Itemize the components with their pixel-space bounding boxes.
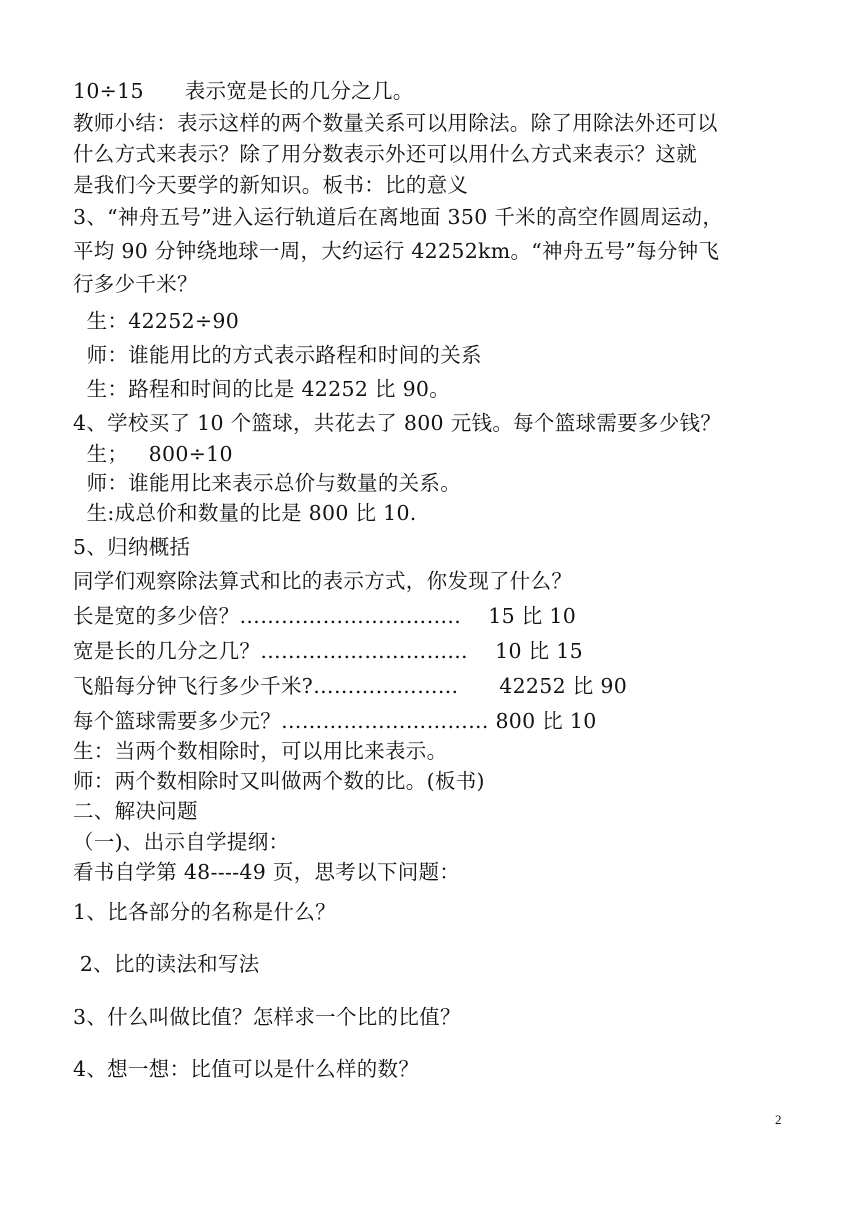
- text-line: 5、归纳概括: [73, 535, 191, 559]
- text-line: 平均 90 分钟绕地球一周，大约运行 42252km。“神舟五号”每分钟飞: [73, 239, 720, 263]
- text-line: 教师小结：表示这样的两个数量关系可以用除法。除了用除法外还可以: [73, 111, 718, 135]
- page-number: 2: [775, 1112, 782, 1127]
- text-line: 生：当两个数相除时，可以用比来表示。: [73, 739, 448, 763]
- text-line: 师：两个数相除时又叫做两个数的比。(板书): [73, 769, 485, 793]
- text-line: 什么方式来表示？除了用分数表示外还可以用什么方式来表示？这就: [73, 142, 697, 166]
- text-line: 4、学校买了 10 个篮球，共花去了 800 元钱。每个篮球需要多少钱？: [73, 411, 722, 435]
- text-line: 4、想一想：比值可以是什么样的数？: [73, 1057, 420, 1081]
- text-line: 2、比的读法和写法: [73, 952, 260, 976]
- text-line: 师：谁能用比来表示总价与数量的关系。: [73, 471, 462, 495]
- text-line: 二、解决问题: [73, 799, 198, 823]
- text-line: 生：路程和时间的比是 42252 比 90。: [73, 377, 451, 401]
- text-line: 看书自学第 48----49 页，思考以下问题：: [73, 860, 461, 884]
- text-line: 生； 800÷10: [73, 442, 233, 466]
- text-line: 生：42252÷90: [73, 309, 240, 333]
- text-line: 10÷15 表示宽是长的几分之几。: [73, 79, 414, 103]
- text-line: 行多少千米？: [73, 272, 198, 296]
- text-line: 生:成总价和数量的比是 800 比 10.: [73, 501, 417, 525]
- text-line: 1、比各部分的名称是什么？: [73, 900, 336, 924]
- text-line: 3、“神舟五号”进入运行轨道后在离地面 350 千米的高空作圆周运动，: [73, 205, 724, 229]
- text-line: 是我们今天要学的新知识。板书：比的意义: [73, 173, 469, 197]
- text-line: 同学们观察除法算式和比的表示方式，你发现了什么？: [73, 569, 573, 593]
- text-line: 飞船每分钟飞行多少千米?………………... 42252 比 90: [73, 674, 628, 698]
- text-line: 每个篮球需要多少元？………………………... 800 比 10: [73, 709, 597, 733]
- text-line: 宽是长的几分之几？………………………... 10 比 15: [73, 639, 583, 663]
- text-line: （一)、出示自学提纲：: [73, 830, 290, 854]
- text-line: 3、什么叫做比值？怎样求一个比的比值？: [73, 1005, 461, 1029]
- text-line: 师：谁能用比的方式表示路程和时间的关系: [73, 343, 482, 367]
- text-line: 长是宽的多少倍？………………………….. 15 比 10: [73, 604, 577, 628]
